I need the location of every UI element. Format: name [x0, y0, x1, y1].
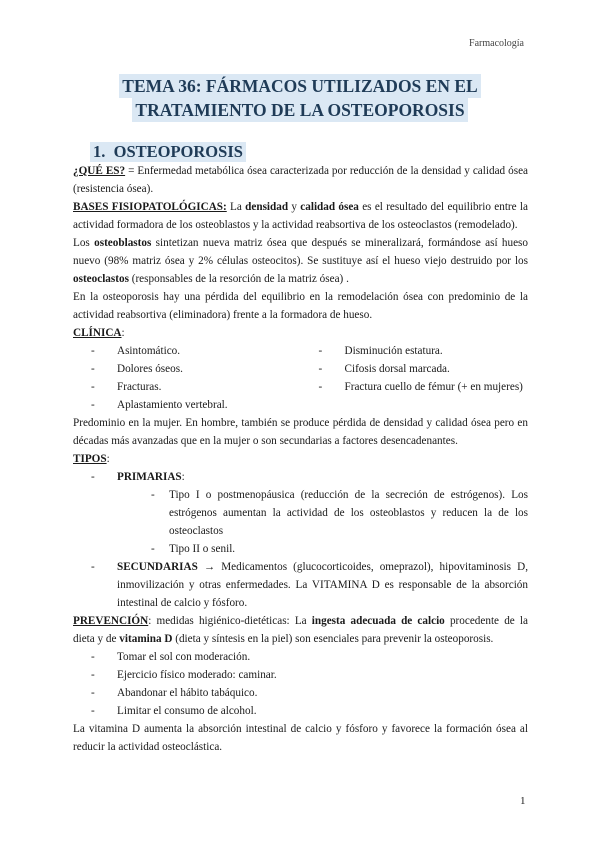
label-primarias: PRIMARIAS [117, 471, 182, 483]
label-prevencion: PREVENCIÓN [73, 615, 149, 627]
prevencion-list [73, 648, 528, 720]
text: (dieta y síntesis en la piel) son esenciales para prevenir la osteoporosis. [172, 633, 494, 645]
list-item: - Abandonar el hábito tabáquico. [91, 684, 528, 702]
bold-term: calidad ósea [300, 201, 359, 213]
text: La [226, 201, 246, 213]
list-item: - Tomar el sol con moderación. [91, 648, 528, 666]
list-item: - Disminución estatura. [319, 342, 529, 360]
text: : [106, 453, 110, 465]
list-item: - Cifosis dorsal marcada. [319, 360, 529, 378]
bold-term: osteoblastos [94, 237, 152, 249]
title-line-1: TEMA 36: FÁRMACOS UTILIZADOS EN EL [119, 74, 480, 98]
text: Los [73, 237, 95, 249]
paragraph-que-es [73, 162, 528, 198]
list-item-primarias [91, 468, 528, 558]
label-clinica: CLÍNICA [73, 327, 122, 339]
title-line-2: TRATAMIENTO DE LA OSTEOPOROSIS [132, 98, 467, 122]
text: es el resultado del equilibrio entre la actividad formadora de los osteoblastos y la actividad reabsortiva de los osteoclastos (remodelado). [73, 201, 528, 231]
list-item: - Fracturas. [91, 378, 301, 396]
document-title [0, 74, 600, 122]
bold-term: vitamina D [119, 633, 173, 645]
running-header: Farmacología [469, 38, 524, 49]
label-tipos: TIPOS [73, 453, 107, 465]
paragraph-desequilibrio: En la osteoporosis hay una pérdida del equilibrio en la remodelación ósea con predominio de la actividad reabsortiva (eliminadora) frente a la formadora de hueso. [73, 291, 528, 321]
sublist-item: - Tipo I o postmenopáusica (reducción de la secreción de estrógenos). Los estrógenos aumentan la actividad de los osteoblastos y reducen la de los osteoclastos [151, 486, 528, 540]
bold-term: osteoclastos [73, 273, 129, 285]
clinica-columns [73, 342, 528, 414]
text: : [181, 471, 185, 483]
text: y [288, 201, 301, 213]
paragraph-tipos [73, 450, 528, 468]
sublist-item: - Tipo II o senil. [151, 540, 528, 558]
clinica-list-left [73, 342, 301, 414]
document-body [73, 162, 528, 756]
list-item: - Limitar el consumo de alcohol. [91, 702, 528, 720]
bold-term: ingesta adecuada de calcio [311, 615, 445, 627]
text: → Medicamentos (glucocorticoides, omeprazol), hipovitaminosis D, inmovilización y otras enfermedades. La VITAMINA D es responsable de la absorción intestinal de calcio y fósforo. [117, 561, 528, 609]
primarias-sublist [117, 486, 528, 558]
label-bases: BASES FISIOPATOLÓGICAS: [73, 201, 227, 213]
list-item: - Fractura cuello de fémur (+ en mujeres) [319, 378, 529, 396]
clinica-list-right [301, 342, 529, 414]
text-que-es: = Enfermedad metabólica ósea caracterizada por reducción de la densidad y calidad ósea (resistencia ósea). [73, 165, 528, 195]
paragraph-prevencion [73, 612, 528, 648]
paragraph-predominio: Predominio en la mujer. En hombre, también se produce pérdida de densidad y calidad ósea pero en décadas más avanzadas que en la mujer o son secundarias a factores desencadenantes. [73, 417, 528, 447]
paragraph-osteoblastos [73, 234, 528, 288]
text: : [121, 327, 125, 339]
list-item: - Dolores óseos. [91, 360, 301, 378]
list-item-secundarias [91, 558, 528, 612]
bold-term: densidad [245, 201, 289, 213]
label-que-es: ¿QUÉ ES? [73, 165, 126, 177]
paragraph-clinica [73, 324, 528, 342]
text: procedente de la dieta y de [73, 615, 528, 645]
list-item: - Asintomático. [91, 342, 301, 360]
text: : medidas higiénico-dietéticas: La [148, 615, 312, 627]
paragraph-bases [73, 198, 528, 234]
paragraph-vitamina-d: La vitamina D aumenta la absorción intestinal de calcio y fósforo y favorece la formación ósea al reducir la actividad osteoclástica. [73, 723, 528, 753]
section-heading: 1. OSTEOPOROSIS [90, 142, 246, 162]
list-item: - Aplastamiento vertebral. [91, 396, 301, 414]
page-number: 1 [520, 795, 526, 807]
tipos-list [73, 468, 528, 612]
label-secundarias: SECUNDARIAS [117, 561, 198, 573]
text: (responsables de la resorción de la matriz ósea) . [128, 273, 349, 285]
text: sintetizan nueva matriz ósea que después se mineralizará, formándose así hueso nuevo (98% matriz ósea y 2% células osteocitos). Se sustituye así el hueso viejo destruido por los [73, 237, 529, 267]
list-item: - Ejercicio físico moderado: caminar. [91, 666, 528, 684]
